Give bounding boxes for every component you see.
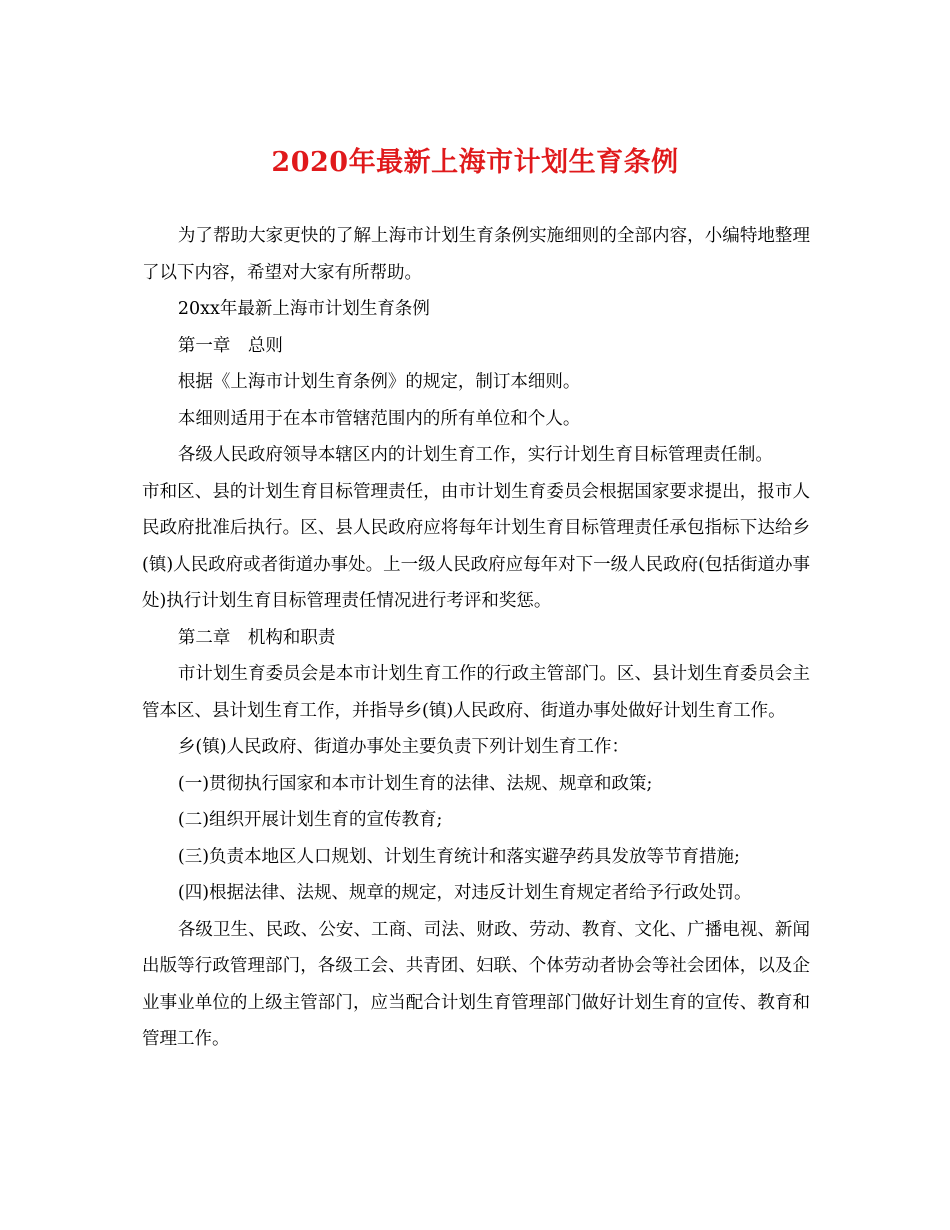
body-paragraph: (二)组织开展计划生育的宣传教育; — [177, 810, 443, 830]
body-paragraph: 本细则适用于在本市管辖范围内的所有单位和个人。 — [177, 408, 581, 429]
body-paragraph: 市计划生育委员会是本市计划生育工作的行政主管部门。区、县计划生育委员会主管本区、县计划生育工作，并指导乡(镇)人民政府、街道办事处做好计划生育工作。 — [142, 664, 810, 721]
document-title: 2020年最新上海市计划生育条例 — [271, 147, 679, 178]
body-paragraph: (四)根据法律、法规、规章的规定，对违反计划生育规定者给予行政处罚。 — [177, 883, 752, 903]
body-paragraph: (一)贯彻执行国家和本市计划生育的法律、法规、规章和政策; — [177, 773, 653, 794]
document-body — [142, 218, 810, 1058]
body-paragraph: 第一章 总则 — [177, 335, 283, 356]
body-paragraph: (三)负责本地区人口规划、计划生育统计和落实避孕药具发放等节育措施; — [177, 846, 740, 867]
body-paragraph: 第二章 机构和职责 — [177, 627, 336, 648]
body-paragraph: 为了帮助大家更快的了解上海市计划生育条例实施细则的全部内容，小编特地整理了以下内容，希望对大家有所帮助。 — [142, 226, 810, 283]
body-paragraph: 各级人民政府领导本辖区内的计划生育工作，实行计划生育目标管理责任制。 — [177, 445, 773, 465]
body-paragraph: 根据《上海市计划生育条例》的规定，制订本细则。 — [177, 372, 581, 392]
body-paragraph: 乡(镇)人民政府、街道办事处主要负责下列计划生育工作： — [177, 737, 630, 757]
body-paragraph: 20xx年最新上海市计划生育条例 — [177, 299, 430, 319]
body-paragraph: 各级卫生、民政、公安、工商、司法、财政、劳动、教育、文化、广播电视、新闻出版等行政管理部门，各级工会、共青团、妇联、个体劳动者协会等社会团体，以及企业事业单位的上级主管部门，应当配合计划生育管理部门做好计划生育的宣传、教育和管理工作。 — [142, 919, 810, 1049]
body-paragraph: 市和区、县的计划生育目标管理责任，由市计划生育委员会根据国家要求提出，报市人民政府批准后执行。区、县人民政府应将每年计划生育目标管理责任承包指标下达给乡(镇)人民政府或者街道办事处。上一级人民政府应每年对下一级人民政府(包括街道办事处)执行计划生育目标管理责任情况进行考评和奖惩。 — [142, 481, 810, 611]
